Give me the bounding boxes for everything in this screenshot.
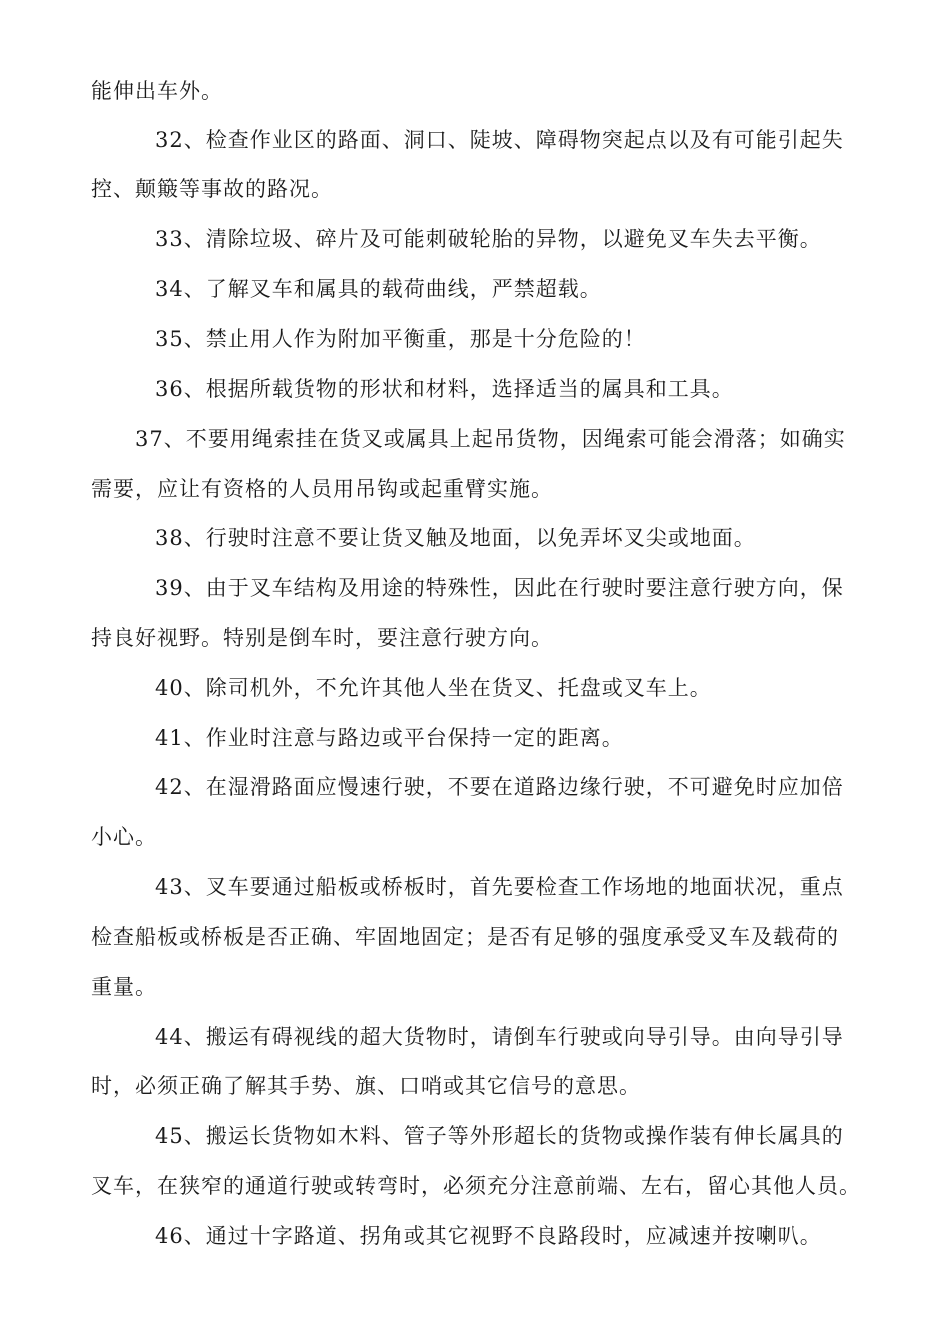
text-line: 45、搬运长货物如木料、管子等外形超长的货物或操作装有伸长属具的 [155,1124,844,1148]
text-line: 需要，应让有资格的人员用吊钩或起重臂实施。 [91,477,553,501]
text-line: 43、叉车要通过船板或桥板时，首先要检查工作场地的地面状况，重点 [155,875,844,899]
text-line: 叉车，在狭窄的通道行驶或转弯时，必须充分注意前端、左右，留心其他人员。 [91,1174,861,1198]
text-line: 36、根据所载货物的形状和材料，选择适当的属具和工具。 [155,377,734,401]
text-line: 44、搬运有碍视线的超大货物时，请倒车行驶或向导引导。由向导引导 [155,1025,844,1049]
text-line: 35、禁止用人作为附加平衡重，那是十分危险的！ [155,327,646,351]
text-line: 39、由于叉车结构及用途的特殊性，因此在行驶时要注意行驶方向，保 [155,576,844,600]
text-line: 重量。 [91,975,157,999]
text-line: 41、作业时注意与路边或平台保持一定的距离。 [155,726,624,750]
text-line: 37、不要用绳索挂在货叉或属具上起吊货物，因绳索可能会滑落；如确实 [135,427,846,451]
text-line: 40、除司机外，不允许其他人坐在货叉、托盘或叉车上。 [155,676,712,700]
text-line: 33、清除垃圾、碎片及可能刺破轮胎的异物，以避免叉车失去平衡。 [155,227,822,251]
text-line: 46、通过十字路道、拐角或其它视野不良路段时，应减速并按喇叭。 [155,1224,822,1248]
text-line: 34、了解叉车和属具的载荷曲线，严禁超载。 [155,277,602,301]
text-line: 持良好视野。特别是倒车时，要注意行驶方向。 [91,626,553,650]
text-line: 能伸出车外。 [91,79,223,103]
text-line: 42、在湿滑路面应慢速行驶，不要在道路边缘行驶，不可避免时应加倍 [155,775,844,799]
text-line: 32、检查作业区的路面、洞口、陡坡、障碍物突起点以及有可能引起失 [155,128,844,152]
text-line: 小心。 [91,825,157,849]
text-line: 控、颠簸等事故的路况。 [91,177,333,201]
text-line: 时，必须正确了解其手势、旗、口哨或其它信号的意思。 [91,1074,641,1098]
text-line: 38、行驶时注意不要让货叉触及地面，以免弄坏叉尖或地面。 [155,526,756,550]
text-line: 检查船板或桥板是否正确、牢固地固定；是否有足够的强度承受叉车及载荷的 [91,925,839,949]
